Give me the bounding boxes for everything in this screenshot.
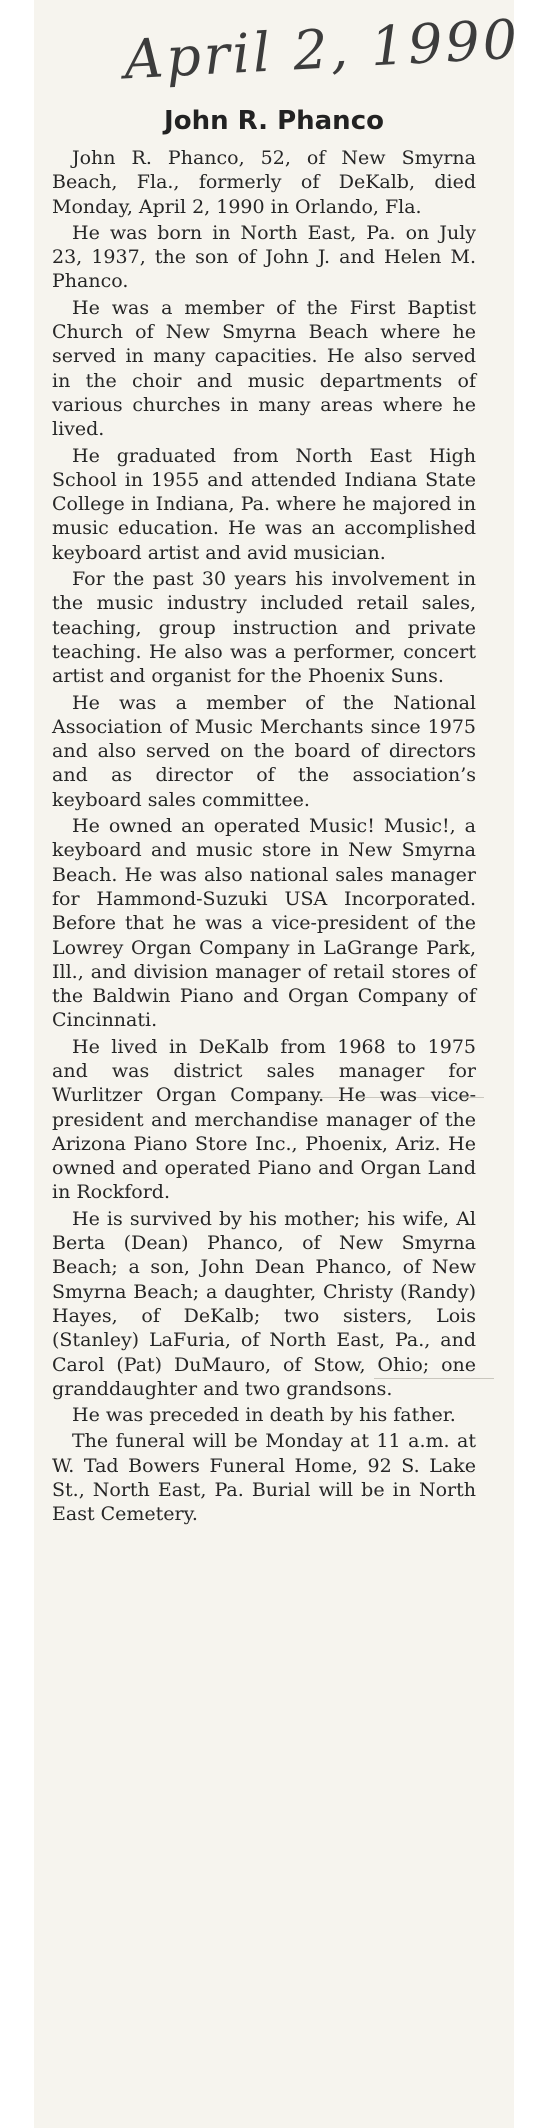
paragraph: John R. Phanco, 52, of New Smyrna Beach, Fla., formerly of DeKalb, died Monday, April 2, 1990 in Orlando, Fla. [52, 147, 476, 218]
paragraph: For the past 30 years his involvement in the music industry included retail sales, teaching, group instruction and private teaching. He also was a performer, concert artist and organist for the Phoenix Suns. [52, 568, 476, 688]
paragraph: He was a member of the National Association of Music Merchants since 1975 and also served on the board of directors and as director of the association’s keyboard sales committee. [52, 691, 476, 811]
newspaper-clipping [34, 0, 522, 2128]
paragraph: The funeral will be Monday at 11 a.m. at W. Tad Bowers Funeral Home, 92 S. Lake St., North East, Pa. Burial will be in North East Cemetery. [52, 1430, 476, 1526]
handwritten-date: April 2, 1990 [122, 7, 522, 92]
paragraph: He was born in North East, Pa. on July 23, 1937, the son of John J. and Helen M. Phanco. [52, 221, 476, 293]
paragraph: He was a member of the First Baptist Church of New Smyrna Beach where he served in many capacities. He also served in the choir and music departments of various churches in many areas where he lived. [52, 296, 476, 441]
paragraph: He is survived by his mother; his wife, Al Berta (Dean) Phanco, of New Smyrna Beach; a son, John Dean Phanco, of New Smyrna Beach; a daughter, Christy (Randy) Hayes, of DeKalb; two sisters, Lois (Stanley) LaFuria, of North East, Pa., and Carol (Pat) DuMauro, of Stow, Ohio; one granddaughter and two grandsons. [52, 1207, 476, 1400]
paragraph: He graduated from North East High School in 1955 and attended Indiana State College in Indiana, Pa. where he majored in music education. He was an accomplished keyboard artist and avid musician. [52, 444, 476, 564]
paragraph: He lived in DeKalb from 1968 to 1975 and was district sales manager for Wurlitzer Organ Company. He was vice-president and merchandise manager of the Arizona Piano Store Inc., Phoenix, Ariz. He owned and operated Piano and Organ Land in Rockford. [52, 1035, 476, 1204]
paragraph: He owned an operated Music! Music!, a keyboard and music store in New Smyrna Beach. He was also national sales manager for Hammond-Suzuki USA Incorporated. Before that he was a vice-president of the Lowrey Organ Company in LaGrange Park, Ill., and division manager of retail stores of the Baldwin Piano and Organ Company of Cincinnati. [52, 815, 476, 1032]
obituary-headline: John R. Phanco [164, 106, 384, 136]
obituary-body [52, 146, 476, 1529]
paragraph: He was preceded in death by his father. [72, 1404, 456, 1427]
